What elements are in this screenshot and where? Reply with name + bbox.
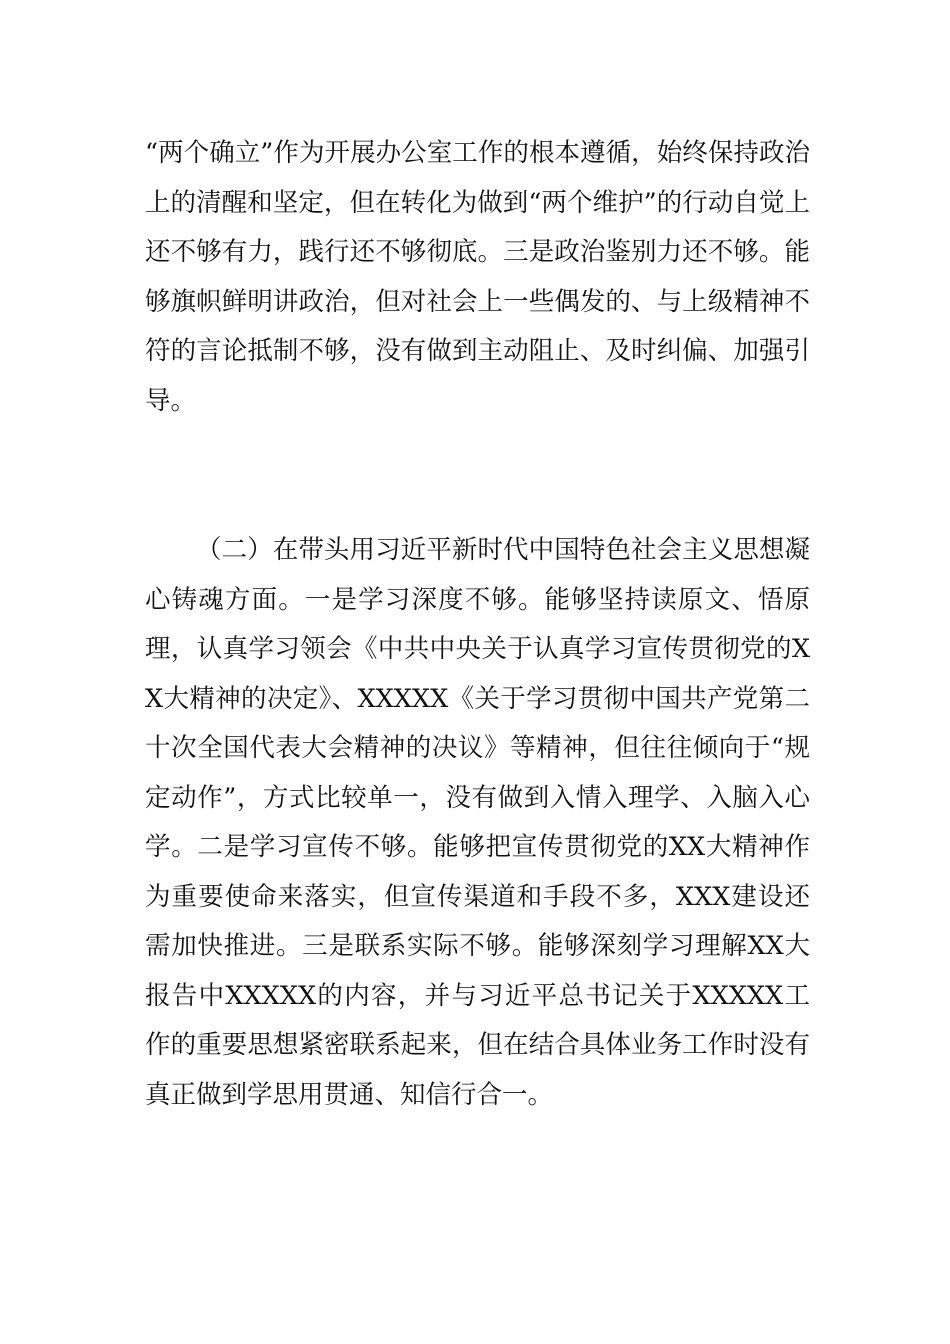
paragraph-section-two: （二）在带头用习近平新时代中国特色社会主义思想凝心铸魂方面。一是学习深度不够。能够坚持读原文、悟原理，认真学习领会《中共中央关于认真学习宣传贯彻党的XX大精神的决定》、XXXXX《关于学习贯彻中国共产党第二十次全国代表大会精神的决议》等精神，但往往倾向于“规定动作”，方式比较单一，没有做到入情入理学、入脑入心学。二是学习宣传不够。能够把宣传贯彻党的XX大精神作为重要使命来落实，但宣传渠道和手段不多，XXX建设还需加快推进。三是联系实际不够。能够深刻学习理解XX大报告中XXXXX的内容，并与习近平总书记关于XXXXX工作的重要思想紧密联系起来，但在结合具体业务工作时没有真正做到学思用贯通、知信行合一。 xyxy=(145,535,810,1110)
paragraph-continuation: “两个确立”作为开展办公室工作的根本遵循，始终保持政治上的清醒和坚定，但在转化为做到“两个维护”的行动自觉上还不够有力，践行还不够彻底。三是政治鉴别力还不够。能够旗帜鲜明讲政治，但对社会上一些偶发的、与上级精神不符的言论抵制不够，没有做到主动阻止、及时纠偏、加强引导。 xyxy=(145,138,810,416)
